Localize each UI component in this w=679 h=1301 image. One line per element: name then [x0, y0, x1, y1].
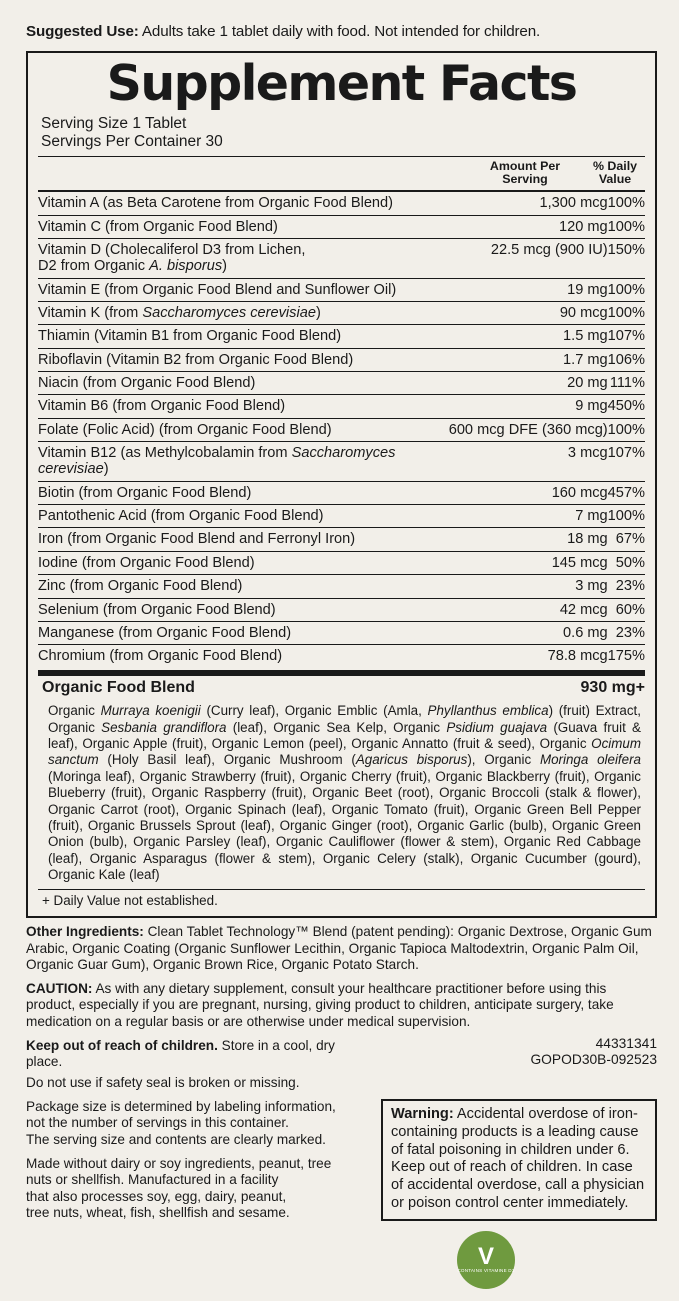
table-row — [38, 278, 645, 301]
table-row — [38, 302, 645, 325]
table-row — [38, 348, 645, 371]
table-row — [38, 575, 645, 598]
servings-per-container: Servings Per Container 30 — [41, 133, 223, 151]
nutrient-amount: 3 mg — [449, 575, 608, 598]
nutrient-dv: 175% — [607, 648, 645, 665]
blend-amount: 930 mg — [580, 678, 636, 696]
nutrient-dv: 100% — [608, 192, 645, 215]
other-ingredients — [26, 924, 657, 973]
keep-out-line — [26, 1038, 371, 1071]
nutrient-amount: 22.5 mcg (900 IU) — [449, 239, 608, 279]
nutrient-amount: 1.7 mg — [449, 348, 608, 371]
keep-out-text: Store in a cool, dry place. — [26, 1038, 335, 1070]
nutrient-dv: 111% — [608, 372, 645, 395]
nutrient-amount: 7 mg — [449, 505, 608, 528]
nutrient-amount: 600 mcg DFE (360 mcg) — [449, 418, 608, 441]
table-row — [38, 215, 645, 238]
nutrient-name: Vitamin C (from Organic Food Blend) — [38, 215, 449, 238]
nutrient-amount: 90 mcg — [449, 302, 608, 325]
daily-value-note: + Daily Value not established. — [42, 893, 218, 909]
nutrient-dv: 100% — [608, 505, 645, 528]
serving-size: Serving Size 1 Tablet — [41, 114, 187, 132]
nutrient-name: Vitamin B6 (from Organic Food Blend) — [38, 395, 449, 418]
nutrient-name: Riboflavin (Vitamin B2 from Organic Food Blend) — [38, 348, 449, 371]
nutrient-name: Folate (Folic Acid) (from Organic Food Blend) — [38, 418, 449, 441]
blend-dv: + — [635, 678, 645, 696]
suggested-use — [26, 22, 657, 41]
nutrient-name: Vitamin D (Cholecaliferol D3 from Lichen, D2 from Organic A. bisporus) — [38, 239, 449, 279]
header-amount-per-serving: Amount Per Serving — [489, 158, 561, 187]
nutrient-amount: 19 mg — [449, 278, 608, 301]
table-row — [38, 481, 645, 504]
table-row — [38, 621, 645, 644]
nutrient-amount: 1,300 mcg — [449, 192, 608, 215]
lot-number: 44331341 — [595, 1036, 657, 1052]
nutrient-name: Thiamin (Vitamin B1 from Organic Food Blend) — [38, 325, 449, 348]
nutrient-amount: 20 mg — [449, 372, 608, 395]
iron-warning-box — [381, 1099, 657, 1221]
nutrient-dv: 107% — [608, 442, 645, 482]
package-note: Package size is determined by labeling information, not the number of servings in this container. The serving size and contents are clearly marked. — [26, 1099, 336, 1147]
nutrient-name: Vitamin B12 (as Methylcobalamin from Saccharomyces cerevisiae) — [38, 442, 449, 482]
nutrient-name: Iron (from Organic Food Blend and Ferronyl Iron) — [38, 528, 449, 551]
nutrient-dv: 67% — [608, 528, 645, 551]
nutrient-dv: 100% — [608, 215, 645, 238]
allergen-note: Made without dairy or soy ingredients, peanut, tree nuts or shellfish. Manufactured in a facility that also processes soy, egg, dairy, peanut, tree nuts, wheat, fish, shellfish and sesame. — [26, 1155, 332, 1220]
nutrient-dv: 100% — [608, 418, 645, 441]
nutrient-amount: 0.6 mg — [449, 621, 608, 644]
table-row — [38, 192, 645, 215]
table-row — [38, 645, 645, 668]
header-daily-value: % Daily Value — [592, 158, 638, 187]
other-ingredients-text: Clean Tablet Technology™ Blend (patent pending): Organic Dextrose, Organic Gum Arabic, Organic Coating (Organic Sunflower Lecithin, Organic Tapioca Maltodextrin, Organic Palm Oil, Organic Guar Gum), Organic Brown Rice, Organic Potato Starch. — [26, 924, 652, 972]
table-row — [38, 418, 645, 441]
nutrient-amount: 145 mcg — [449, 551, 608, 574]
nutrient-amount: 42 mcg — [449, 598, 608, 621]
suggested-use-label: Suggested Use: — [26, 23, 139, 40]
nutrient-amount: 3 mcg — [449, 442, 608, 482]
table-row — [38, 505, 645, 528]
nutrient-table — [38, 157, 645, 191]
warning-text: Accidental overdose of iron-containing products is a leading cause of fatal poisoning in children under 6. Keep out of reach of children. In case of accidental overdose, call a physician or poison control center immediately. — [391, 1106, 645, 1212]
table-row — [38, 325, 645, 348]
nutrient-amount: 78.8 mcg — [547, 648, 608, 665]
keep-out-block — [26, 1038, 371, 1091]
caution — [26, 981, 657, 1030]
nutrient-name: Vitamin K (from Saccharomyces cerevisiae) — [38, 302, 449, 325]
table-row — [38, 442, 645, 482]
suggested-use-text: Adults take 1 tablet daily with food. Not intended for children. — [138, 23, 541, 40]
table-row — [38, 551, 645, 574]
safety-seal-note: Do not use if safety seal is broken or missing. — [26, 1074, 300, 1090]
vegan-badge-text: CONTAINS VITAMINE D3 — [457, 1267, 515, 1273]
nutrient-name: Pantothenic Acid (from Organic Food Blend) — [38, 505, 449, 528]
keepout-codes-row — [26, 1038, 657, 1091]
table-row — [38, 528, 645, 551]
nutrient-name: Biotin (from Organic Food Blend) — [38, 481, 449, 504]
panel-title: Supplement Facts — [106, 55, 577, 112]
caution-label: CAUTION: — [26, 981, 93, 997]
table-row — [38, 598, 645, 621]
nutrient-dv: 450% — [608, 395, 645, 418]
nutrient-dv: 100% — [608, 278, 645, 301]
nutrient-dv: 23% — [608, 575, 645, 598]
nutrient-dv: 50% — [608, 551, 645, 574]
vegan-badge-icon — [457, 1231, 515, 1289]
vegan-check-mark: V — [477, 1243, 494, 1271]
nutrient-name: Niacin (from Organic Food Blend) — [38, 372, 449, 395]
nutrient-name: Vitamin A (as Beta Carotene from Organic Food Blend) — [38, 192, 449, 215]
keep-out-label: Keep out of reach of children. — [26, 1038, 218, 1054]
nutrient-dv: 107% — [608, 325, 645, 348]
warning-block — [381, 1099, 657, 1221]
nutrient-dv: 100% — [608, 302, 645, 325]
table-row — [38, 372, 645, 395]
label-footer — [26, 924, 657, 1229]
nutrient-name: Manganese (from Organic Food Blend) — [38, 621, 449, 644]
nutrient-dv: 150% — [608, 239, 645, 279]
nutrient-dv: 60% — [608, 598, 645, 621]
bottom-left-text — [26, 1099, 373, 1229]
table-header-row — [38, 157, 645, 191]
nutrient-name: Iodine (from Organic Food Blend) — [38, 551, 449, 574]
bottom-row — [26, 1099, 657, 1229]
table-row — [38, 395, 645, 418]
nutrient-amount: 120 mg — [449, 215, 608, 238]
nutrient-name: Selenium (from Organic Food Blend) — [38, 598, 449, 621]
warning-label: Warning: — [391, 1106, 454, 1123]
caution-text: As with any dietary supplement, consult your healthcare practitioner before using this product, especially if you are pregnant, nursing, giving product to children, anticipate surgery, take medication on a regular basis or are otherwise under medical supervision. — [26, 981, 614, 1029]
blend-ingredients: Organic Murraya koenigii (Curry leaf), Organic Emblic (Amla, Phyllanthus emblica) (fruit) Extract, Organic Sesbania grandiflora (leaf), Organic Sea Kelp, Organic Psidium guajava (Guava fruit & leaf), Organic Apple (fruit), Organic Lemon (peel), Organic Annatto (fruit & seed), Organic Ocimum sanctum (Holy Basil leaf), Organic Mushroom (Agaricus bisporus), Organic Moringa oleifera (Moringa leaf), Organic Strawberry (fruit), Organic Cherry (fruit), Organic Blackberry (fruit), Organic Blueberry (fruit), Organic Raspberry (fruit), Organic Beet (root), Organic Broccoli (stalk & flower), Organic Carrot (root), Organic Spinach (leaf), Organic Tomato (fruit), Organic Green Bell Pepper (fruit), Organic Brussels Sprout (leaf), Organic Ginger (root), Organic Garlic (bulb), Organic Green Onion (bulb), Organic Parsley (leaf), Organic Cauliflower (flower & stem), Organic Red Cabbage (leaf), Organic Asparagus (flower & stem), Organic Celery (stalk), Organic Cucumber (gourd), Organic Kale (leaf) — [38, 699, 645, 890]
other-ingredients-label: Other Ingredients: — [26, 924, 144, 940]
nutrient-name: Vitamin E (from Organic Food Blend and Sunflower Oil) — [38, 278, 449, 301]
nutrient-amount: 18 mg — [449, 528, 608, 551]
blend-table — [38, 676, 645, 700]
nutrient-dv: 106% — [608, 348, 645, 371]
nutrient-name: Chromium (from Organic Food Blend) — [38, 648, 283, 665]
sku-code: GOPOD30B-092523 — [530, 1052, 657, 1068]
supplement-facts-panel — [26, 51, 657, 918]
nutrient-amount: 9 mg — [449, 395, 608, 418]
header-blank — [38, 157, 465, 191]
nutrient-rows — [38, 192, 645, 667]
blend-name: Organic Food Blend — [42, 678, 195, 696]
nutrient-dv: 457% — [608, 481, 645, 504]
nutrient-name: Zinc (from Organic Food Blend) — [38, 575, 449, 598]
nutrient-dv: 23% — [608, 621, 645, 644]
blend-row — [38, 676, 645, 700]
table-row — [38, 239, 645, 279]
code-block — [381, 1036, 657, 1069]
nutrient-amount: 160 mcg — [449, 481, 608, 504]
nutrient-amount: 1.5 mg — [449, 325, 608, 348]
